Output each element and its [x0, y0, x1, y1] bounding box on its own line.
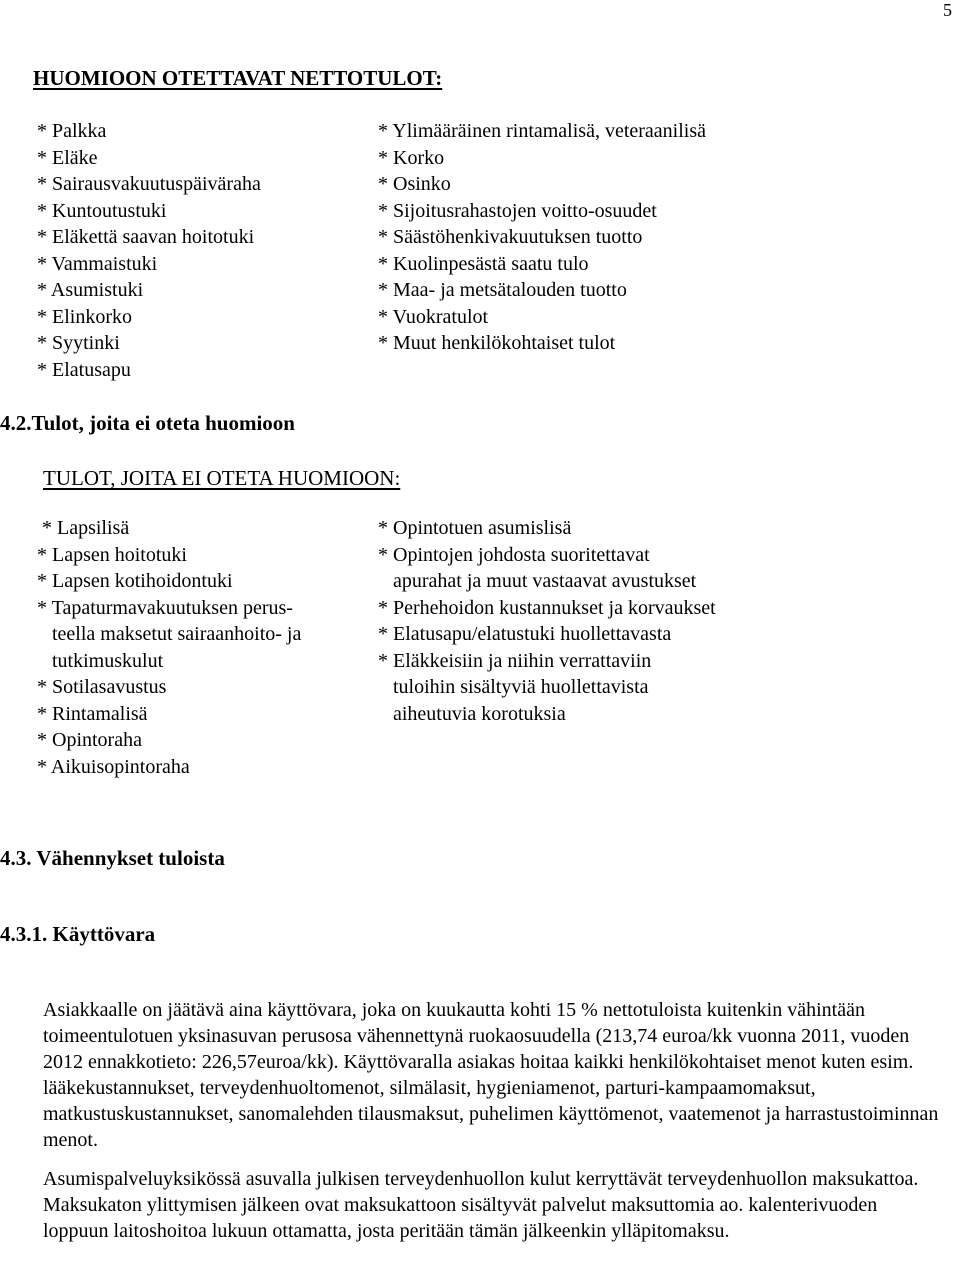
list-item: * Eläkettä saavan hoitotuki: [37, 226, 255, 248]
section-4-3-title: 4.3. Vähennykset tuloista: [0, 846, 225, 870]
list-item: * Opintotuen asumislisä: [378, 517, 572, 539]
list-item: * Opintoraha: [37, 729, 142, 751]
list-item: * Elatusapu/elatustuki huollettavasta: [378, 623, 672, 645]
list-item: * Kuntoutustuki: [37, 199, 167, 222]
excluded-right-list: [378, 515, 716, 727]
list-item: teella maksetut sairaanhoito- ja: [37, 623, 302, 645]
list-item: * Asumistuki: [37, 279, 144, 301]
list-item: * Korko: [378, 146, 445, 169]
list-item: * Sotilasavustus: [37, 676, 167, 698]
list-item: * Tapaturmavakuutuksen perus-: [37, 596, 293, 619]
netto-right-list: [378, 118, 706, 357]
list-item: apurahat ja muut vastaavat avustukset: [378, 570, 697, 592]
list-item: * Sijoitusrahastojen voitto-osuudet: [378, 199, 657, 222]
list-item: * Lapsilisä: [37, 517, 130, 539]
list-item: * Aikuisopintoraha: [37, 755, 190, 778]
list-item: * Rintamalisä: [37, 702, 148, 725]
kayttovara-paragraph-2: Asumispalveluyksikössä asuvalla julkisen terveydenhuollon kulut kerryttävät terveydenhuollon maksukattoa. Maksukaton ylittymisen jälkeen ovat maksukattoon sisältyvät palvelut maksuttomia ao. kalenterivuoden loppuun laitoshoitoa lukuun ottamatta, josta peritään tämän jälkeenkin ylläpitomaksu.: [43, 1168, 919, 1242]
list-item: tutkimuskulut: [37, 649, 164, 672]
list-item: * Opintojen johdosta suoritettavat: [378, 543, 650, 566]
list-item: * Vammaistuki: [37, 252, 158, 275]
list-item: * Lapsen hoitotuki: [37, 543, 187, 566]
section-4-3-1-title: 4.3.1. Käyttövara: [0, 922, 156, 946]
list-item: * Maa- ja metsätalouden tuotto: [378, 279, 627, 301]
list-item: * Vuokratulot: [378, 305, 489, 328]
list-item: * Elinkorko: [37, 305, 132, 328]
list-item: * Perhehoidon kustannukset ja korvaukset: [378, 596, 716, 619]
netto-heading: HUOMIOON OTETTAVAT NETTOTULOT:: [33, 66, 443, 90]
list-item: * Lapsen kotihoidontuki: [37, 570, 233, 592]
list-item: * Palkka: [37, 120, 107, 142]
list-item: * Eläkkeisiin ja niihin verrattaviin: [378, 649, 652, 672]
netto-left-list: [37, 118, 261, 383]
list-item: * Säästöhenkivakuutuksen tuotto: [378, 226, 643, 248]
list-item: * Muut henkilökohtaiset tulot: [378, 332, 616, 354]
list-item: * Sairausvakuutuspäiväraha: [37, 173, 261, 195]
section-4-2-title: 4.2.Tulot, joita ei oteta huomioon: [0, 411, 295, 435]
list-item: * Kuolinpesästä saatu tulo: [378, 252, 589, 275]
list-item: * Osinko: [378, 173, 451, 195]
list-item: * Eläke: [37, 146, 98, 169]
excluded-left-list: [37, 515, 301, 780]
kayttovara-paragraph-1: Asiakkaalle on jäätävä aina käyttövara, joka on kuukautta kohti 15 % nettotuloista kuitenkin vähintään toimeentulotuen yksinasuvan perusosa vähennettynä ruokaosuudella (213,74 euroa/kk vuonna 2011, vuoden 2012 ennakkotieto: 226,57euroa/kk). Käyttövaralla asiakas hoitaa kaikki henkilökohtaiset menot kuten esim. lääkekustannukset, terveydenhuoltomenot, silmälasit, hygieniamenot, parturi-kampaamomaksut, matkustuskustannukset, sanomalehden tilausmaksut, puhelimen käyttömenot, vaatemenot ja harrastustoiminnan menot.: [43, 999, 939, 1151]
list-item: * Syytinki: [37, 332, 120, 354]
list-item: * Elatusapu: [37, 358, 131, 381]
excluded-heading: TULOT, JOITA EI OTETA HUOMIOON:: [43, 466, 401, 490]
list-item: * Ylimääräinen rintamalisä, veteraanilisä: [378, 120, 707, 142]
page-number: 5: [943, 0, 952, 20]
list-item: aiheutuvia korotuksia: [378, 702, 566, 725]
list-item: tuloihin sisältyviä huollettavista: [378, 676, 649, 698]
